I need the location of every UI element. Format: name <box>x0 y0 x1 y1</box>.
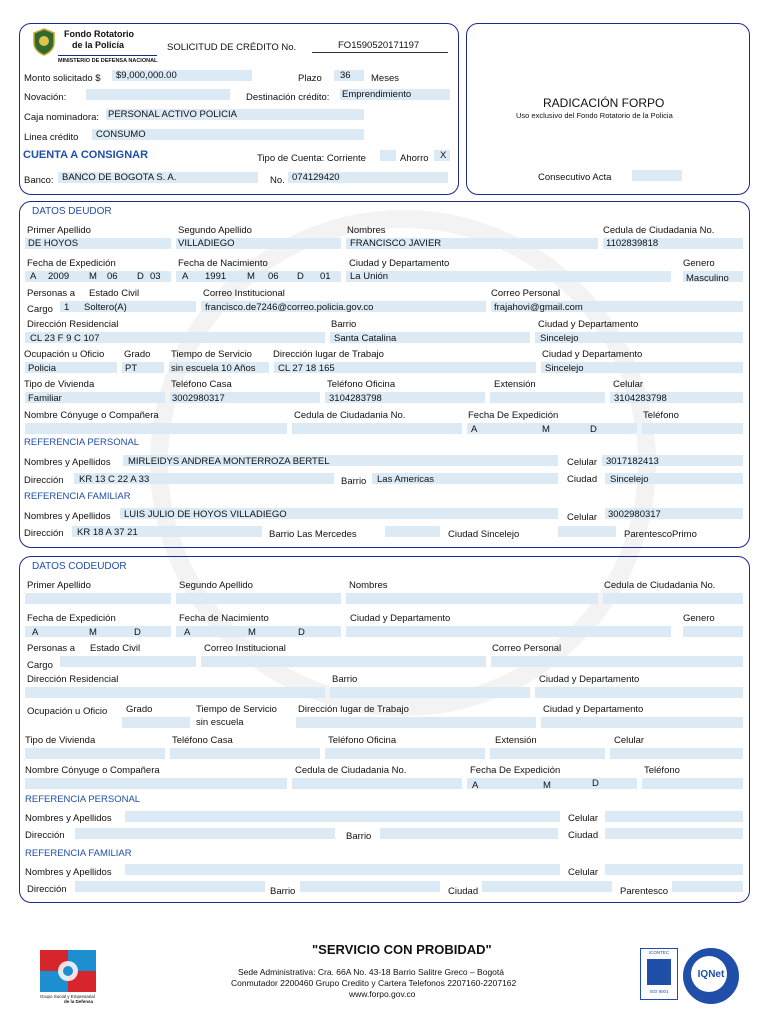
deudor-vivienda[interactable]: Familiar <box>28 393 62 404</box>
footer-slogan: "SERVICIO CON PROBIDAD" <box>312 942 492 957</box>
codeudor-ref-p-dir-label: Dirección <box>25 830 65 841</box>
deudor-ocupacion[interactable]: Policia <box>28 363 56 374</box>
deudor-ref-familiar-title: REFERENCIA FAMILIAR <box>24 491 131 502</box>
footer-phones: Conmutador 2200460 Grupo Credito y Cartera Telefonos 2207160-2207162 <box>231 978 517 988</box>
deudor-ref-p-nombre-label: Nombres y Apellidos <box>24 457 111 468</box>
codeudor-ref-f-parentesco-label: Parentesco <box>620 886 669 897</box>
codeudor-exp-d-label: D <box>134 627 141 638</box>
plazo-value[interactable]: 36 <box>340 70 351 81</box>
deudor-primer-apellido-label: Primer Apellido <box>27 225 91 236</box>
deudor-ref-p-dir[interactable]: KR 13 C 22 A 33 <box>79 474 150 485</box>
codeudor-tiempo[interactable]: sin escuela <box>196 717 244 728</box>
footer-address: Sede Administrativa: Cra. 66A No. 43-18 Barrio Salitre Greco – Bogotá <box>238 967 504 977</box>
deudor-grado[interactable]: PT <box>125 363 138 374</box>
codeudor-fecha-exp2-label: Fecha De Expedición <box>470 765 561 776</box>
linea-label: Linea crédito <box>24 132 79 143</box>
deudor-ciudad-trabajo[interactable]: Sincelejo <box>545 363 584 374</box>
deudor-nac-m-label: M <box>247 271 255 282</box>
icontec-cert-top: ICONTEC <box>648 950 670 955</box>
org-line1: Fondo Rotatorio <box>64 29 134 39</box>
codeudor-fecha-exp-label: Fecha de Expedición <box>27 613 116 624</box>
deudor-ref-p-dir-label: Dirección <box>24 475 64 486</box>
iqnet-cert-icon <box>683 948 739 1004</box>
deudor-ref-f-cel-label: Celular <box>567 512 598 523</box>
deudor-cedula-conyuge-label: Cedula de Ciudadania No. <box>294 410 406 421</box>
deudor-primer-apellido[interactable]: DE HOYOS <box>28 238 79 249</box>
codeudor-ciudad-trabajo-label: Ciudad y Departamento <box>543 704 644 715</box>
codeudor-grado-label: Grado <box>126 704 153 715</box>
codeudor-conyuge-d-label: D <box>592 778 599 789</box>
deudor-cedula[interactable]: 1102839818 <box>606 238 659 249</box>
deudor-extension-label: Extensión <box>494 379 536 390</box>
deudor-ref-f-dir[interactable]: KR 18 A 37 21 <box>77 527 138 538</box>
codeudor-telefono-label: Teléfono <box>644 765 680 776</box>
deudor-grado-label: Grado <box>124 349 151 360</box>
cuenta-label: CUENTA A CONSIGNAR <box>23 149 149 161</box>
codeudor-nombres-label: Nombres <box>349 580 388 591</box>
caja-value[interactable]: PERSONAL ACTIVO POLICIA <box>108 109 237 120</box>
deudor-tel-oficina[interactable]: 3104283798 <box>329 393 382 404</box>
deudor-exp-mes[interactable]: 06 <box>107 271 118 282</box>
caja-label: Caja nominadora: <box>24 112 99 123</box>
deudor-dir-trabajo[interactable]: CL 27 18 165 <box>278 363 335 374</box>
deudor-cedula-label: Cedula de Ciudadania No. <box>603 225 715 236</box>
defense-group-logo-line2: de la Defensa <box>64 999 94 1004</box>
deudor-ref-p-ciudad[interactable]: Sincelejo <box>610 474 649 485</box>
linea-value[interactable]: CONSUMO <box>96 129 146 140</box>
deudor-tiempo[interactable]: sin escuela 10 Años <box>171 363 256 374</box>
codeudor-barrio-label: Barrio <box>332 674 358 685</box>
codeudor-tel-casa-label: Teléfono Casa <box>172 735 233 746</box>
deudor-tel-oficina-label: Teléfono Oficina <box>327 379 396 390</box>
codeudor-fecha-nac-label: Fecha de Nacimiento <box>179 613 269 624</box>
deudor-nombres-label: Nombres <box>347 225 386 236</box>
deudor-estado-civil[interactable]: Soltero(A) <box>84 302 127 313</box>
deudor-ciudad-res[interactable]: Sincelejo <box>540 333 579 344</box>
codeudor-ref-f-ciudad-label: Ciudad <box>448 886 479 897</box>
codeudor-ref-p-nombre-label: Nombres y Apellidos <box>25 813 112 824</box>
deudor-exp-m-label: M <box>89 271 97 282</box>
codeudor-ocupacion-label: Ocupación u Oficio <box>27 706 108 717</box>
novacion-label: Novación: <box>24 92 67 103</box>
police-emblem-icon <box>32 28 56 56</box>
deudor-tiempo-label: Tiempo de Servicio <box>171 349 252 360</box>
deudor-segundo-apellido[interactable]: VILLADIEGO <box>178 238 235 249</box>
codeudor-extension-label: Extensión <box>495 735 537 746</box>
codeudor-ref-f-dir-label: Dirección <box>27 884 67 895</box>
codeudor-cedula-label: Cedula de Ciudadania No. <box>604 580 716 591</box>
deudor-direccion-label: Dirección Residencial <box>27 319 119 330</box>
deudor-fecha-exp2-label: Fecha De Expedición <box>468 410 559 421</box>
deudor-exp-d-label: D <box>137 271 144 282</box>
deudor-ref-f-nombre[interactable]: LUIS JULIO DE HOYOS VILLADIEGO <box>124 509 287 520</box>
codeudor-cedula-conyuge-label: Cedula de Ciudadania No. <box>295 765 407 776</box>
plazo-label: Plazo <box>298 73 322 84</box>
destino-value[interactable]: Emprendimiento <box>342 89 412 100</box>
codeudor-tel-oficina-label: Teléfono Oficina <box>328 735 397 746</box>
deudor-dir-trabajo-label: Dirección lugar de Trabajo <box>273 349 384 360</box>
codeudor-exp-m-label: M <box>89 627 97 638</box>
deudor-ref-p-cel-label: Celular <box>567 457 598 468</box>
codeudor-nac-a-label: A <box>184 627 191 638</box>
deudor-ocupacion-label: Ocupación u Oficio <box>24 349 105 360</box>
codeudor-title: DATOS CODEUDOR <box>32 561 127 572</box>
codeudor-estado-civil-label: Estado Civil <box>90 643 141 654</box>
codeudor-nac-m-label: M <box>248 627 256 638</box>
deudor-ref-f-parentesco[interactable]: ParentescoPrimo <box>624 529 697 540</box>
icontec-cert-bottom: ISO 9001 <box>649 989 669 994</box>
deudor-nac-anio[interactable]: 1991 <box>205 271 227 282</box>
codeudor-ref-f-cel-label: Celular <box>568 867 599 878</box>
deudor-direccion[interactable]: CL 23 F 9 C 107 <box>30 333 100 344</box>
codeudor-segundo-apellido-label: Segundo Apellido <box>179 580 253 591</box>
icontec-cert-icon <box>640 948 678 1000</box>
no-value[interactable]: 074129420 <box>292 172 340 183</box>
deudor-fecha-exp-label: Fecha de Expedición <box>27 258 116 269</box>
codeudor-personas-label: Personas a <box>27 643 76 654</box>
deudor-ref-f-cel[interactable]: 3002980317 <box>608 509 661 520</box>
deudor-ref-f-nombre-label: Nombres y Apellidos <box>24 511 111 522</box>
codeudor-ref-familiar-title: REFERENCIA FAMILIAR <box>25 848 132 859</box>
codeudor-genero-label: Genero <box>683 613 715 624</box>
deudor-nac-a-label: A <box>182 271 189 282</box>
meses-label: Meses <box>371 73 399 84</box>
deudor-ref-f-barrio[interactable]: Barrio Las Mercedes <box>269 529 357 540</box>
codeudor-ref-p-ciudad-label: Ciudad <box>568 830 599 841</box>
deudor-ref-p-barrio-label: Barrio <box>341 476 367 487</box>
deudor-ref-p-nombre[interactable]: MIRLEIDYS ANDREA MONTERROZA BERTEL <box>128 456 330 467</box>
deudor-correo-inst[interactable]: francisco.de7246@correo.policia.gov.co <box>205 302 374 313</box>
deudor-conyuge-label: Nombre Cónyuge o Compañera <box>24 410 159 421</box>
codeudor-dir-trabajo-label: Dirección lugar de Trabajo <box>298 704 409 715</box>
deudor-nac-mes[interactable]: 06 <box>268 271 279 282</box>
codeudor-cargo-label: Cargo <box>27 660 53 671</box>
deudor-nac-d-label: D <box>297 271 304 282</box>
deudor-personas-label: Personas a <box>27 288 76 299</box>
deudor-estado-civil-label: Estado Civil <box>89 288 140 299</box>
codeudor-celular-label: Celular <box>614 735 645 746</box>
solicitud-number: FO1590520171197 <box>338 40 420 51</box>
ahorro-mark[interactable]: X <box>440 150 447 161</box>
deudor-title: DATOS DEUDOR <box>32 206 112 217</box>
deudor-genero[interactable]: Masculino <box>686 273 729 284</box>
deudor-ref-f-dir-label: Dirección <box>24 528 64 539</box>
codeudor-tiempo-label: Tiempo de Servicio <box>196 704 277 715</box>
monto-label: Monto solicitado $ <box>24 73 101 84</box>
org-line3: MINISTERIO DE DEFENSA NACIONAL <box>58 55 157 67</box>
deudor-ref-p-ciudad-label: Ciudad <box>567 474 598 485</box>
deudor-tel-casa[interactable]: 3002980317 <box>172 393 225 404</box>
deudor-exp-anio[interactable]: 2009 <box>48 271 70 282</box>
codeudor-ref-personal-title: REFERENCIA PERSONAL <box>25 794 141 805</box>
deudor-exp-a-label: A <box>30 271 37 282</box>
tipo-cuenta-label: Tipo de Cuenta: Corriente <box>257 153 366 164</box>
deudor-ref-f-ciudad[interactable]: Ciudad Sincelejo <box>448 529 520 540</box>
deudor-ref-personal-title: REFERENCIA PERSONAL <box>24 437 140 448</box>
codeudor-direccion-label: Dirección Residencial <box>27 674 119 685</box>
monto-value[interactable]: $9,000,000.00 <box>116 70 177 81</box>
radicacion-title: RADICACIÓN FORPO <box>543 96 665 110</box>
deudor-ref-p-barrio[interactable]: Las Americas <box>377 474 435 485</box>
codeudor-conyuge-a-label: A <box>472 780 479 791</box>
deudor-fecha-nac-label: Fecha de Nacimiento <box>178 258 268 269</box>
no-label: No. <box>270 175 285 186</box>
radicacion-subtitle: Uso exclusivo del Fondo Rotatorio de la Policia <box>516 111 673 120</box>
deudor-conyuge-m-label: M <box>542 424 550 435</box>
deudor-correo-inst-label: Correo Institucional <box>203 288 285 299</box>
solicitud-label: SOLICITUD DE CRÉDITO No. <box>167 42 297 53</box>
codeudor-ref-f-nombre-label: Nombres y Apellidos <box>25 867 112 878</box>
codeudor-vivienda-label: Tipo de Vivienda <box>25 735 96 746</box>
defense-group-logo-line1: Grupo Social y Empresarial <box>40 994 95 999</box>
iqnet-cert-label: IQNet <box>697 969 725 980</box>
codeudor-ciudad-label: Ciudad y Departamento <box>350 613 451 624</box>
consecutivo-label: Consecutivo Acta <box>538 172 612 183</box>
codeudor-ciudad-depto-label: Ciudad y Departamento <box>539 674 640 685</box>
deudor-cargo-label: Cargo <box>27 304 53 315</box>
codeudor-ref-f-barrio-label: Barrio <box>270 886 296 897</box>
deudor-celular-label: Celular <box>613 379 644 390</box>
codeudor-ref-p-barrio-label: Barrio <box>346 831 372 842</box>
destino-label: Destinación crédito: <box>246 92 330 103</box>
codeudor-correo-pers-label: Correo Personal <box>492 643 562 654</box>
codeudor-primer-apellido-label: Primer Apellido <box>27 580 91 591</box>
codeudor-conyuge-m-label: M <box>543 780 551 791</box>
deudor-tel-casa-label: Teléfono Casa <box>171 379 232 390</box>
deudor-barrio-label: Barrio <box>331 319 357 330</box>
codeudor-conyuge-label: Nombre Cónyuge o Compañera <box>25 765 160 776</box>
deudor-correo-pers[interactable]: frajahovi@gmail.com <box>494 302 583 313</box>
deudor-barrio[interactable]: Santa Catalina <box>334 333 397 344</box>
deudor-nac-dia[interactable]: 01 <box>320 271 331 282</box>
deudor-ref-p-cel[interactable]: 3017182413 <box>606 456 659 467</box>
codeudor-ref-p-cel-label: Celular <box>568 813 599 824</box>
footer-website[interactable]: www.forpo.gov.co <box>349 989 416 999</box>
deudor-ciudad-depto-label: Ciudad y Departamento <box>538 319 639 330</box>
deudor-ciudad[interactable]: La Unión <box>350 271 389 282</box>
deudor-celular[interactable]: 3104283798 <box>614 393 667 404</box>
org-line2: de la Policía <box>72 40 125 50</box>
deudor-ciudad-label: Ciudad y Departamento <box>349 258 450 269</box>
deudor-conyuge-a-label: A <box>471 424 478 435</box>
deudor-vivienda-label: Tipo de Vivienda <box>24 379 95 390</box>
deudor-correo-pers-label: Correo Personal <box>491 288 561 299</box>
codeudor-nac-d-label: D <box>298 627 305 638</box>
deudor-exp-dia[interactable]: 03 <box>150 271 161 282</box>
deudor-ciudad-trabajo-label: Ciudad y Departamento <box>542 349 643 360</box>
deudor-personas[interactable]: 1 <box>64 302 70 313</box>
deudor-nombres[interactable]: FRANCISCO JAVIER <box>350 238 442 249</box>
defense-group-logo-icon <box>40 950 96 992</box>
codeudor-exp-a-label: A <box>32 627 39 638</box>
banco-label: Banco: <box>24 175 54 186</box>
deudor-telefono-label: Teléfono <box>643 410 679 421</box>
deudor-genero-label: Genero <box>683 258 715 269</box>
codeudor-correo-inst-label: Correo Institucional <box>204 643 286 654</box>
deudor-segundo-apellido-label: Segundo Apellido <box>178 225 252 236</box>
banco-value[interactable]: BANCO DE BOGOTA S. A. <box>62 172 177 183</box>
deudor-conyuge-d-label: D <box>590 424 597 435</box>
ahorro-label: Ahorro <box>400 153 429 164</box>
